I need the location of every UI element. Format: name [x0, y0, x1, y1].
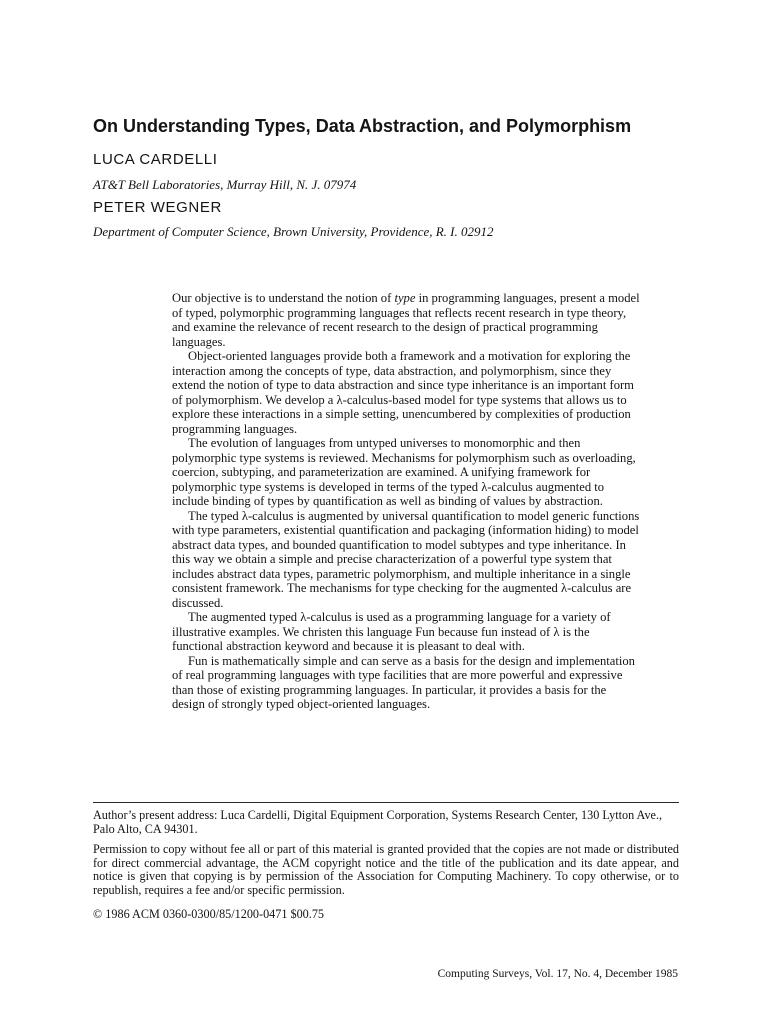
abstract-text: in programming languages, present a model of typed, polymorphic programming languages that reflects recent research in type theory, and examine the relevance of recent research to the design of practical programming languages.	[172, 291, 640, 349]
abstract-paragraph	[172, 291, 642, 349]
footnote-divider	[93, 802, 679, 803]
running-footer: Computing Surveys, Vol. 17, No. 4, December 1985	[437, 968, 678, 980]
footnote-permission: Permission to copy without fee all or part of this material is granted provided that the copies are not made or distributed for direct commercial advantage, the ACM copyright notice and the title of the publication and its date appear, and notice is given that copying is by permission of the Association for Computing Machinery. To copy otherwise, or to republish, requires a fee and/or specific permission.	[93, 842, 679, 897]
abstract-paragraph: The augmented typed λ-calculus is used as a programming language for a variety of illustrative examples. We christen this language Fun because fun instead of λ is the functional abstraction keyword and because it is pleasant to deal with.	[172, 610, 611, 653]
author-name: LUCA CARDELLI	[93, 151, 218, 168]
footnote-author-address: Author’s present address: Luca Cardelli, Digital Equipment Corporation, Systems Research Center, 130 Lytton Ave., Palo Alto, CA 94301.	[93, 808, 663, 836]
abstract-paragraph: The typed λ-calculus is augmented by universal quantification to model generic functions with type parameters, existential quantification and packaging (information hiding) to model abstract data types, and bounded quantification to model subtypes and type inheritance. In this way we obtain a simple and precise characterization of a powerful type system that includes abstract data types, parametric polymorphism, and multiple inheritance in a single consistent framework. The mechanisms for type checking for the augmented λ-calculus are discussed.	[172, 508, 640, 610]
footnote-copyright: © 1986 ACM 0360-0300/85/1200-0471 $00.75	[93, 907, 325, 921]
author-affiliation: AT&T Bell Laboratories, Murray Hill, N. J. 07974	[93, 177, 357, 192]
author-name: PETER WEGNER	[93, 199, 222, 216]
author-affiliation: Department of Computer Science, Brown University, Providence, R. I. 02912	[93, 224, 494, 239]
abstract-paragraph: The evolution of languages from untyped universes to monomorphic and then polymorphic type systems is reviewed. Mechanisms for polymorphism such as overloading, coercion, subtyping, and parameterization are examined. A unifying framework for polymorphic type systems is developed in terms of the typed λ-calculus augmented to include binding of types by quantification as well as binding of values by abstraction.	[172, 436, 636, 508]
emphasized-term: type	[394, 291, 416, 305]
abstract-paragraph: Fun is mathematically simple and can serve as a basis for the design and implementation of real programming languages with type facilities that are more powerful and expressive than those of existing programming languages. In particular, it provides a basis for the design of strongly typed object-oriented languages.	[172, 653, 635, 711]
abstract-paragraph: Object-oriented languages provide both a framework and a motivation for exploring the interaction among the concepts of type, data abstraction, and polymorphism, since they extend the notion of type to data abstraction and since type inheritance is an important form of polymorphism. We develop a λ-calculus-based model for type systems that allows us to explore these interactions in a simple setting, unencumbered by complexities of production programming languages.	[172, 349, 634, 436]
abstract-text: Our objective is to understand the notion of	[172, 291, 395, 305]
paper-title: On Understanding Types, Data Abstraction, and Polymorphism	[93, 116, 632, 136]
abstract	[172, 291, 642, 712]
